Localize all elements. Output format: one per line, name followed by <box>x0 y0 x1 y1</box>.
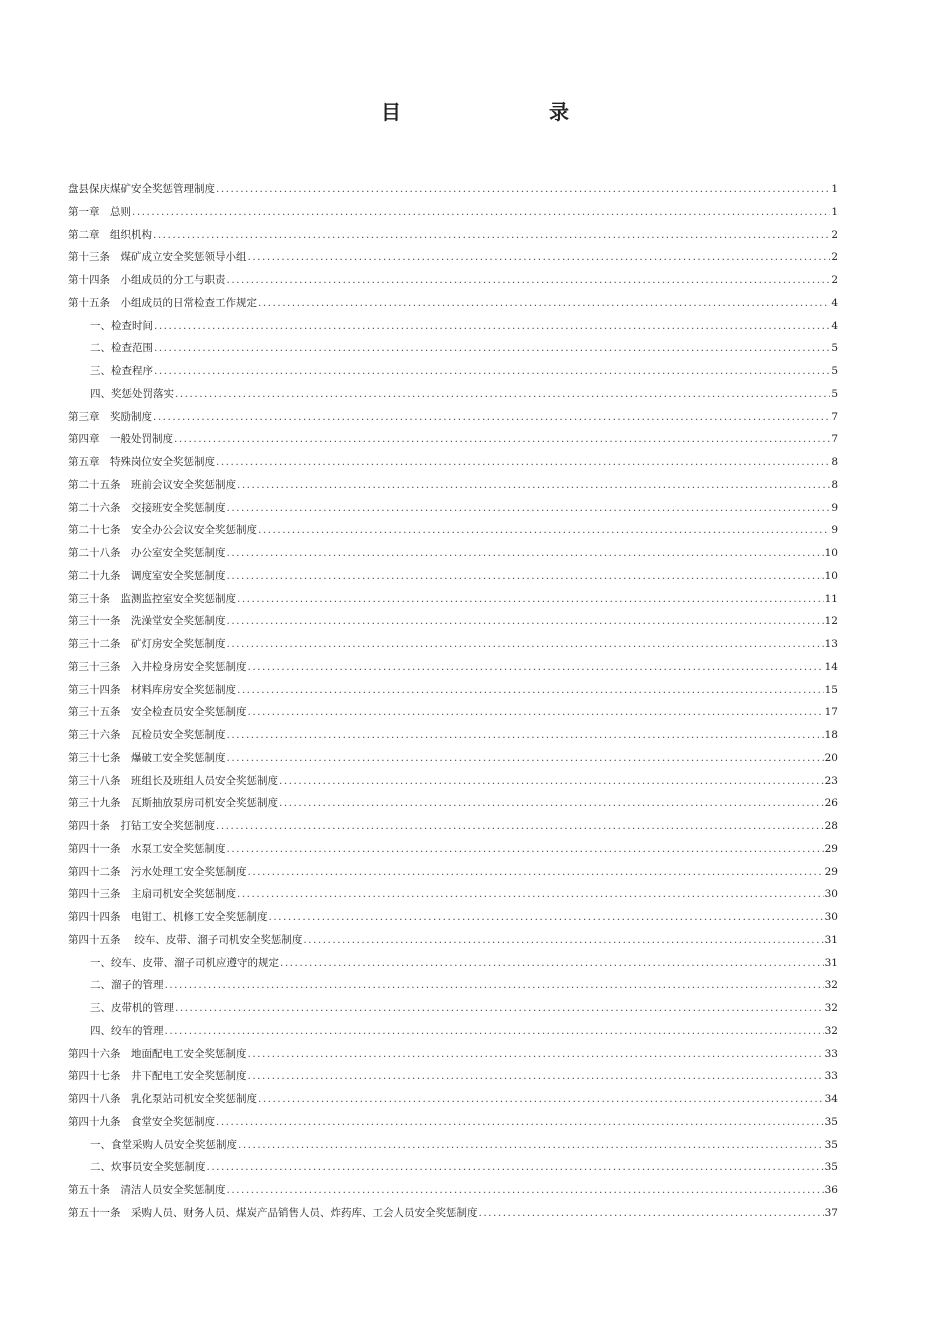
toc-dot-leader <box>216 820 824 832</box>
toc-dot-leader <box>165 1025 824 1037</box>
toc-entry[interactable] <box>68 204 838 227</box>
toc-entry-page-number: 37 <box>824 1206 838 1219</box>
toc-entry-page-number: 29 <box>824 865 838 878</box>
toc-entry-label: 第三十九条 瓦斯抽放泵房司机安全奖惩制度 <box>68 797 278 810</box>
toc-entry-page-number: 32 <box>824 979 838 992</box>
toc-entry[interactable] <box>68 545 838 568</box>
toc-dot-leader <box>237 888 824 900</box>
toc-entry-label: 第四章 一般处罚制度 <box>68 433 173 446</box>
toc-entry-page-number: 10 <box>824 569 838 582</box>
toc-entry-page-number: 18 <box>824 729 838 741</box>
toc-entry[interactable] <box>68 636 838 659</box>
toc-entry-label: 第二十六条 交接班安全奖惩制度 <box>68 501 226 514</box>
toc-entry-page-number: 14 <box>824 660 838 673</box>
toc-entry[interactable] <box>68 750 838 773</box>
toc-dot-leader <box>227 615 824 627</box>
toc-entry-page-number: 9 <box>831 524 838 537</box>
toc-entry[interactable] <box>68 522 838 545</box>
toc-entry[interactable] <box>68 1046 838 1069</box>
toc-entry[interactable] <box>68 682 838 705</box>
toc-dot-leader <box>248 661 824 673</box>
toc-dot-leader <box>216 1116 824 1128</box>
toc-entry-label: 第五十一条 采购人员、财务人员、煤炭产品销售人员、炸药库、工会人员安全奖惩制度 <box>68 1206 478 1219</box>
toc-dot-leader <box>153 229 830 241</box>
toc-entry-label: 第三十条 监测监控室安全奖惩制度 <box>68 592 236 605</box>
toc-entry-page-number: 33 <box>824 1047 838 1060</box>
toc-entry-label: 第十五条 小组成员的日常检查工作规定 <box>68 296 257 309</box>
toc-dot-leader <box>227 729 824 741</box>
toc-entry[interactable] <box>68 249 838 272</box>
toc-entry[interactable] <box>68 818 838 841</box>
toc-entry-page-number: 26 <box>824 797 838 810</box>
toc-entry-label: 第三十八条 班组长及班组人员安全奖惩制度 <box>68 774 278 787</box>
table-of-contents <box>68 181 838 1228</box>
toc-entry-page-number: 5 <box>831 365 838 377</box>
toc-entry-label: 第三十四条 材料库房安全奖惩制度 <box>68 683 236 696</box>
toc-entry-page-number: 32 <box>824 1002 838 1014</box>
toc-entry[interactable] <box>68 363 838 386</box>
toc-entry-page-number: 13 <box>824 638 838 650</box>
toc-entry-page-number: 11 <box>824 592 838 605</box>
toc-dot-leader <box>216 456 830 468</box>
toc-entry-page-number: 12 <box>824 615 838 628</box>
toc-entry[interactable] <box>68 477 838 500</box>
toc-dot-leader <box>248 706 824 718</box>
toc-entry-label: 第四十一条 水泵工安全奖惩制度 <box>68 842 226 855</box>
toc-dot-leader <box>479 1207 824 1219</box>
toc-entry-page-number: 31 <box>824 956 838 969</box>
toc-entry-page-number: 35 <box>824 1138 838 1151</box>
toc-dot-leader <box>227 547 824 559</box>
toc-entry-label: 二、炊事员安全奖惩制度 <box>90 1161 206 1174</box>
toc-entry[interactable] <box>68 386 838 409</box>
toc-entry-page-number: 20 <box>824 751 838 764</box>
toc-entry[interactable] <box>68 409 838 432</box>
toc-entry[interactable] <box>68 613 838 636</box>
toc-dot-leader <box>303 934 823 946</box>
toc-entry-page-number: 1 <box>831 205 838 218</box>
toc-entry-page-number: 2 <box>831 274 838 286</box>
toc-entry[interactable] <box>68 727 838 750</box>
toc-entry-page-number: 9 <box>831 501 838 514</box>
toc-entry-label: 第三十七条 爆破工安全奖惩制度 <box>68 751 226 764</box>
toc-dot-leader <box>279 797 824 809</box>
toc-entry-label: 第三十五条 安全检查员安全奖惩制度 <box>68 706 247 719</box>
toc-entry-page-number: 4 <box>831 319 838 332</box>
toc-entry-label: 第二十八条 办公室安全奖惩制度 <box>68 547 226 559</box>
toc-dot-leader <box>227 274 831 286</box>
toc-entry-label: 第四十三条 主扇司机安全奖惩制度 <box>68 888 236 901</box>
toc-dot-leader <box>227 843 824 855</box>
toc-entry[interactable] <box>68 864 838 887</box>
toc-entry-label: 第十四条 小组成员的分工与职责 <box>68 274 226 286</box>
toc-entry-page-number: 1 <box>831 183 838 195</box>
toc-entry-label: 第五十条 清洁人员安全奖惩制度 <box>68 1184 226 1196</box>
toc-dot-leader <box>258 1093 824 1105</box>
toc-entry-page-number: 34 <box>824 1093 838 1105</box>
toc-dot-leader <box>248 251 831 263</box>
toc-entry[interactable] <box>68 704 838 727</box>
toc-entry-page-number: 32 <box>824 1024 838 1037</box>
toc-entry[interactable] <box>68 340 838 363</box>
toc-entry-label: 四、奖惩处罚落实 <box>90 387 174 400</box>
toc-dot-leader <box>248 866 824 878</box>
toc-entry[interactable] <box>68 1159 838 1182</box>
toc-dot-leader <box>227 570 824 582</box>
toc-entry[interactable] <box>68 1182 838 1205</box>
toc-entry-label: 第二章 组织机构 <box>68 228 152 241</box>
toc-entry[interactable] <box>68 1023 838 1046</box>
toc-entry[interactable] <box>68 272 838 295</box>
toc-dot-leader <box>237 593 824 605</box>
toc-dot-leader <box>238 1139 824 1151</box>
toc-entry-page-number: 5 <box>831 342 838 355</box>
toc-dot-leader <box>258 524 830 536</box>
toc-entry-page-number: 8 <box>831 478 838 491</box>
toc-entry-page-number: 33 <box>824 1070 838 1083</box>
toc-dot-leader <box>248 1048 824 1060</box>
toc-entry[interactable] <box>68 886 838 909</box>
toc-entry[interactable] <box>68 977 838 1000</box>
toc-entry-label: 第四十六条 地面配电工安全奖惩制度 <box>68 1047 247 1060</box>
toc-dot-leader <box>207 1161 824 1173</box>
toc-dot-leader <box>174 433 830 445</box>
toc-entry[interactable] <box>68 1114 838 1137</box>
toc-entry[interactable] <box>68 795 838 818</box>
toc-entry-page-number: 4 <box>831 296 838 309</box>
toc-dot-leader <box>227 638 824 650</box>
toc-entry[interactable] <box>68 1068 838 1091</box>
toc-dot-leader <box>280 957 824 969</box>
toc-entry-label: 第二十九条 调度室安全奖惩制度 <box>68 569 226 582</box>
toc-entry[interactable] <box>68 1137 838 1160</box>
toc-entry-label: 盘县保庆煤矿安全奖惩管理制度 <box>68 183 215 195</box>
toc-entry[interactable] <box>68 500 838 523</box>
toc-dot-leader <box>248 1070 824 1082</box>
toc-entry-page-number: 28 <box>824 820 838 832</box>
toc-entry[interactable] <box>68 932 838 955</box>
toc-entry-page-number: 2 <box>831 228 838 241</box>
toc-dot-leader <box>237 479 830 491</box>
toc-entry-label: 第四十七条 井下配电工安全奖惩制度 <box>68 1070 247 1083</box>
toc-dot-leader <box>154 365 830 377</box>
toc-entry[interactable] <box>68 955 838 978</box>
toc-entry-label: 二、检查范围 <box>90 342 153 355</box>
toc-title: 目 录 <box>381 100 605 124</box>
toc-entry-page-number: 35 <box>824 1161 838 1174</box>
toc-entry-page-number: 29 <box>824 842 838 855</box>
toc-dot-leader <box>279 775 824 787</box>
toc-entry-label: 四、绞车的管理 <box>90 1024 164 1037</box>
toc-entry-label: 三、皮带机的管理 <box>90 1002 174 1014</box>
toc-entry-page-number: 15 <box>824 683 838 696</box>
toc-entry-page-number: 30 <box>824 888 838 901</box>
toc-entry[interactable] <box>68 568 838 591</box>
toc-entry[interactable] <box>68 1205 838 1228</box>
toc-entry[interactable] <box>68 431 838 454</box>
toc-entry-label: 第一章 总则 <box>68 205 131 218</box>
toc-dot-leader <box>227 502 831 514</box>
toc-entry[interactable] <box>68 1000 838 1023</box>
toc-dot-leader <box>175 388 830 400</box>
toc-entry-page-number: 35 <box>824 1115 838 1128</box>
toc-entry-page-number: 8 <box>831 456 838 468</box>
toc-dot-leader <box>216 183 830 195</box>
toc-entry-label: 第三十三条 入井检身房安全奖惩制度 <box>68 660 247 673</box>
toc-entry-label: 第二十五条 班前会议安全奖惩制度 <box>68 478 236 491</box>
toc-entry[interactable] <box>68 841 838 864</box>
toc-dot-leader <box>237 684 824 696</box>
toc-entry-label: 一、检查时间 <box>90 319 153 332</box>
toc-entry[interactable] <box>68 454 838 477</box>
toc-entry-page-number: 2 <box>831 251 838 264</box>
toc-entry-label: 第三十二条 矿灯房安全奖惩制度 <box>68 638 226 650</box>
toc-entry-label: 第二十七条 安全办公会议安全奖惩制度 <box>68 524 257 537</box>
toc-entry-label: 第四十四条 电钳工、机修工安全奖惩制度 <box>68 911 268 923</box>
toc-entry-page-number: 30 <box>824 911 838 923</box>
toc-entry-label: 一、食堂采购人员安全奖惩制度 <box>90 1138 237 1151</box>
toc-dot-leader <box>175 1002 824 1014</box>
toc-dot-leader <box>227 752 824 764</box>
toc-entry-label: 第五章 特殊岗位安全奖惩制度 <box>68 456 215 468</box>
toc-entry-label: 一、绞车、皮带、溜子司机应遵守的规定 <box>90 956 279 969</box>
toc-entry-page-number: 7 <box>831 410 838 423</box>
toc-entry-label: 第三十一条 洗澡堂安全奖惩制度 <box>68 615 226 628</box>
toc-dot-leader <box>227 1184 824 1196</box>
toc-entry[interactable] <box>68 773 838 796</box>
toc-entry-label: 三、检查程序 <box>90 365 153 377</box>
toc-entry[interactable] <box>68 591 838 614</box>
toc-dot-leader <box>132 206 830 218</box>
toc-dot-leader <box>153 411 830 423</box>
toc-entry-page-number: 31 <box>824 933 838 946</box>
toc-entry-page-number: 7 <box>831 433 838 446</box>
toc-entry[interactable] <box>68 295 838 318</box>
toc-entry[interactable] <box>68 318 838 341</box>
toc-dot-leader <box>154 320 830 332</box>
toc-dot-leader <box>154 342 830 354</box>
toc-dot-leader <box>269 911 824 923</box>
toc-entry-page-number: 17 <box>824 706 838 719</box>
toc-entry-label: 第四十条 打钻工安全奖惩制度 <box>68 820 215 832</box>
toc-entry[interactable] <box>68 909 838 932</box>
toc-entry[interactable] <box>68 181 838 204</box>
toc-entry-label: 第四十八条 乳化泵站司机安全奖惩制度 <box>68 1093 257 1105</box>
toc-dot-leader <box>165 979 824 991</box>
toc-entry-label: 第四十九条 食堂安全奖惩制度 <box>68 1115 215 1128</box>
toc-entry[interactable] <box>68 659 838 682</box>
toc-entry-page-number: 5 <box>831 387 838 400</box>
toc-entry-label: 第三十六条 瓦检员安全奖惩制度 <box>68 729 226 741</box>
toc-entry-label: 第三章 奖励制度 <box>68 410 152 423</box>
toc-entry-label: 二、溜子的管理 <box>90 979 164 992</box>
toc-dot-leader <box>258 297 830 309</box>
toc-entry-page-number: 36 <box>824 1184 838 1196</box>
toc-entry-label: 第四十二条 污水处理工安全奖惩制度 <box>68 865 247 878</box>
toc-entry[interactable] <box>68 227 838 250</box>
toc-entry-page-number: 10 <box>824 547 838 559</box>
toc-entry-label: 第十三条 煤矿成立安全奖惩领导小组 <box>68 251 247 264</box>
toc-entry-page-number: 23 <box>824 774 838 787</box>
toc-entry[interactable] <box>68 1091 838 1114</box>
toc-entry-label: 第四十五条 绞车、皮带、溜子司机安全奖惩制度 <box>68 933 303 946</box>
